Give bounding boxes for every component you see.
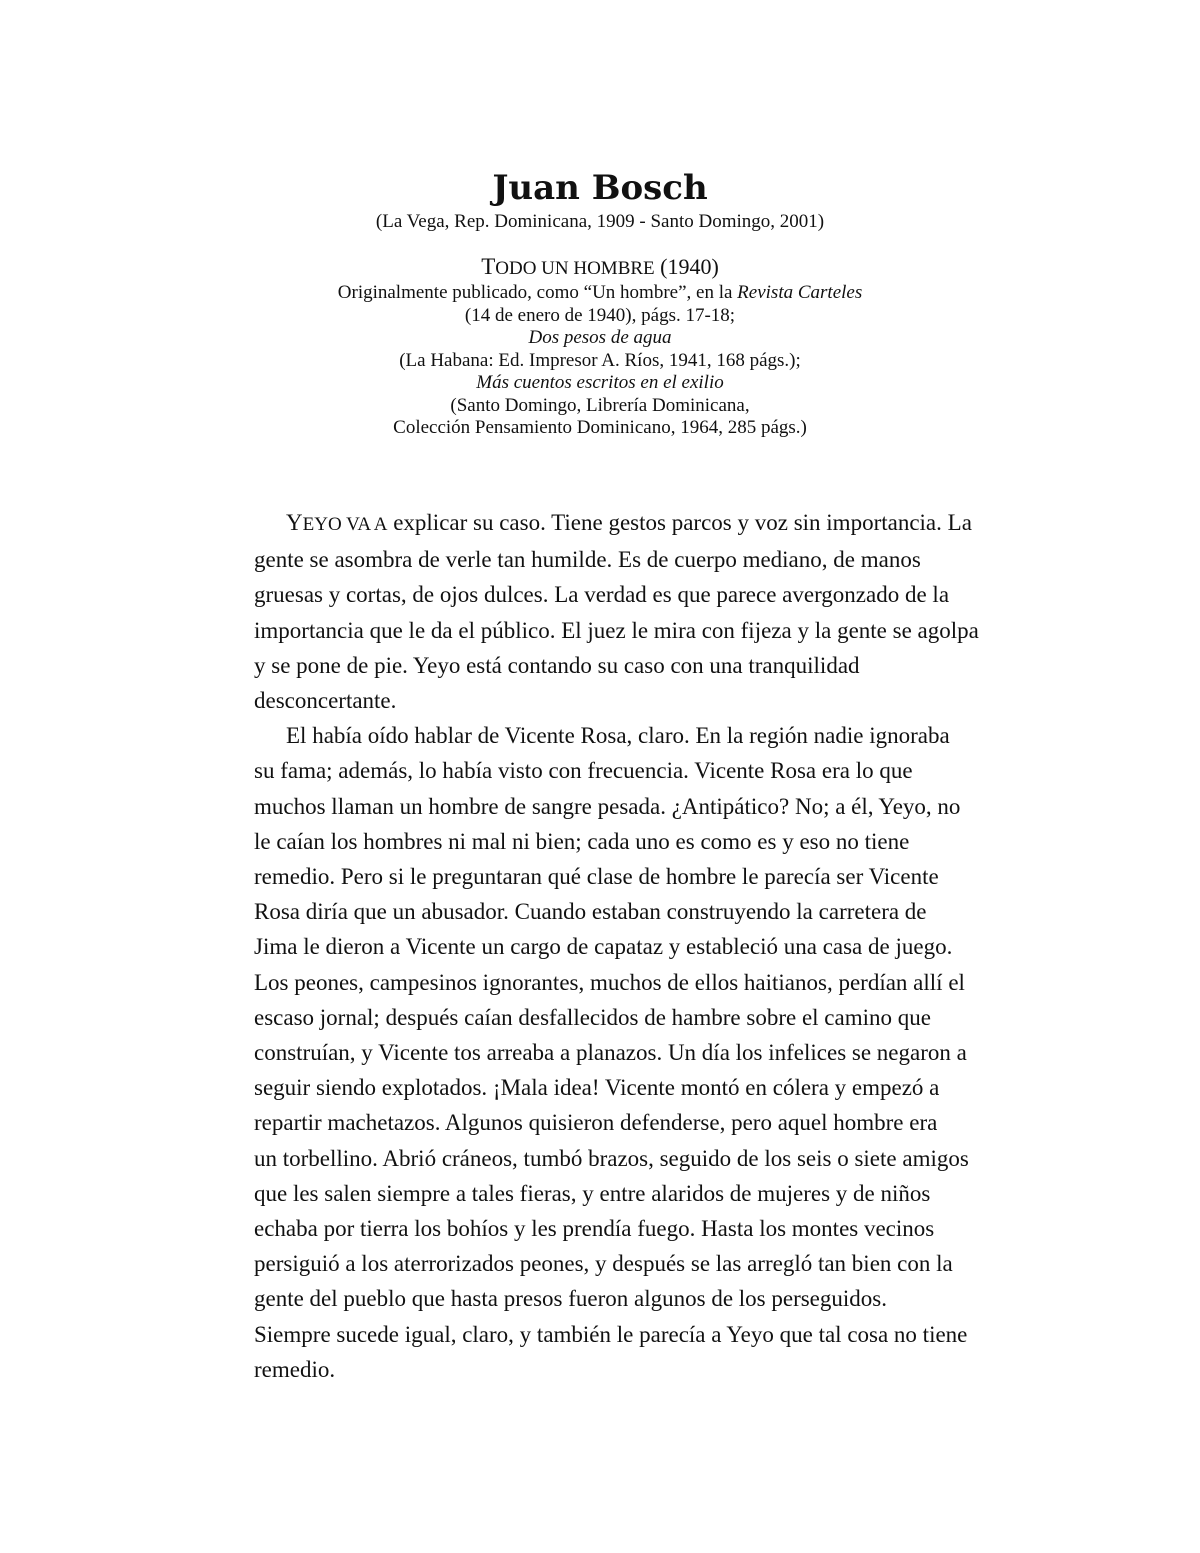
author-dates: (La Vega, Rep. Dominicana, 1909 - Santo Domingo, 2001)	[375, 211, 825, 232]
story-title-rest: ODO UN HOMBRE	[495, 258, 655, 279]
pub-line-7: Colección Pensamiento Dominicano, 1964, 285 págs.)	[393, 417, 807, 438]
document-header	[0, 166, 1200, 440]
publication-info	[0, 254, 1200, 440]
paragraph-2-line: Rosa diría que un abusador. Cuando estaban construyendo la carretera de	[254, 899, 927, 925]
paragraph-2-line: remedio. Pero si le preguntaran qué clase de hombre le parecía ser Vicente	[254, 864, 939, 890]
paragraph-2-line: echaba por tierra los bohíos y les prendía fuego. Hasta los montes vecinos	[254, 1216, 935, 1242]
pub-line-1-text: Originalmente publicado, como “Un hombre”, en la	[337, 282, 738, 303]
pub-line-2: (14 de enero de 1940), págs. 17-18;	[464, 304, 736, 326]
paragraph-1-line: importancia que le da el público. El juez le mira con fijeza y la gente se agolpa	[254, 617, 979, 643]
lead-small-caps: EYO VA A	[302, 514, 388, 535]
paragraph-2-line: Los peones, campesinos ignorantes, muchos de ellos haitianos, perdían allí el	[254, 969, 965, 995]
magazine-title: Revista Carteles	[737, 282, 863, 303]
book-title-1: Dos pesos de agua	[528, 327, 672, 348]
paragraph-2-line: remedio.	[254, 1356, 336, 1382]
paragraph-2-line: seguir siendo explotados. ¡Mala idea! Vicente montó en cólera y empezó a	[254, 1075, 940, 1101]
author-name: Juan Bosch	[492, 168, 708, 208]
paragraph-1-line: gente se asombra de verle tan humilde. Es de cuerpo mediano, de manos	[254, 547, 921, 573]
paragraph-2-line: le caían los hombres ni mal ni bien; cada uno es como es y eso no tiene	[254, 828, 910, 854]
paragraph-2-line: escaso jornal; después caían desfallecidos de hambre sobre el camino que	[254, 1004, 931, 1030]
lead-initial: Y	[286, 510, 303, 535]
paragraph-2-line: El había oído hablar de Vicente Rosa, claro. En la región nadie ignoraba	[286, 723, 950, 749]
paragraph-2-line: Siempre sucede igual, claro, y también le parecía a Yeyo que tal cosa no tiene	[254, 1321, 968, 1347]
story-year: (1940)	[654, 254, 719, 279]
paragraph-2-line: persiguió a los aterrorizados peones, y después se las arregló tan bien con la	[254, 1251, 953, 1277]
paragraph-2-line: muchos llaman un hombre de sangre pesada. ¿Antipático? No; a él, Yeyo, no	[254, 793, 961, 819]
pub-line-6: (Santo Domingo, Librería Dominicana,	[450, 394, 750, 416]
story-body	[254, 505, 1074, 1387]
paragraph-2-line: Jima le dieron a Vicente un cargo de capataz y estableció una casa de juego.	[254, 934, 953, 960]
paragraph-2-line: gente del pueblo que hasta presos fueron algunos de los perseguidos.	[254, 1286, 887, 1312]
paragraph-2-line: repartir machetazos. Algunos quisieron defenderse, pero aquel hombre era	[254, 1110, 938, 1136]
book-title-2: Más cuentos escritos en el exilio	[476, 372, 724, 393]
pub-line-4: (La Habana: Ed. Impresor A. Ríos, 1941, 168 págs.);	[399, 349, 801, 371]
paragraph-2-line: que les salen siempre a tales fieras, y entre alaridos de mujeres y de niños	[254, 1180, 931, 1206]
paragraph-2-line: su fama; además, lo había visto con frecuencia. Vicente Rosa era lo que	[254, 758, 913, 784]
paragraph-2-line: un torbellino. Abrió cráneos, tumbó brazos, seguido de los seis o siete amigos	[254, 1145, 969, 1171]
paragraph-1-line: y se pone de pie. Yeyo está contando su caso con una tranquilidad	[254, 652, 860, 678]
story-title	[0, 254, 1200, 282]
paragraph-1-line: gruesas y cortas, de ojos dulces. La verdad es que parece avergonzado de la	[254, 582, 950, 608]
paragraph-1-line	[254, 505, 1074, 542]
paragraph-1	[254, 505, 1074, 718]
paragraph-2-line: construían, y Vicente tos arreaba a planazos. Un día los infelices se negaron a	[254, 1040, 967, 1066]
paragraph-1-line: desconcertante.	[254, 688, 397, 714]
story-title-initial: T	[481, 254, 496, 279]
paragraph-2	[254, 718, 1074, 1387]
paragraph-1-text: explicar su caso. Tiene gestos parcos y voz sin importancia. La	[387, 510, 972, 535]
pub-line-1	[0, 282, 1200, 305]
